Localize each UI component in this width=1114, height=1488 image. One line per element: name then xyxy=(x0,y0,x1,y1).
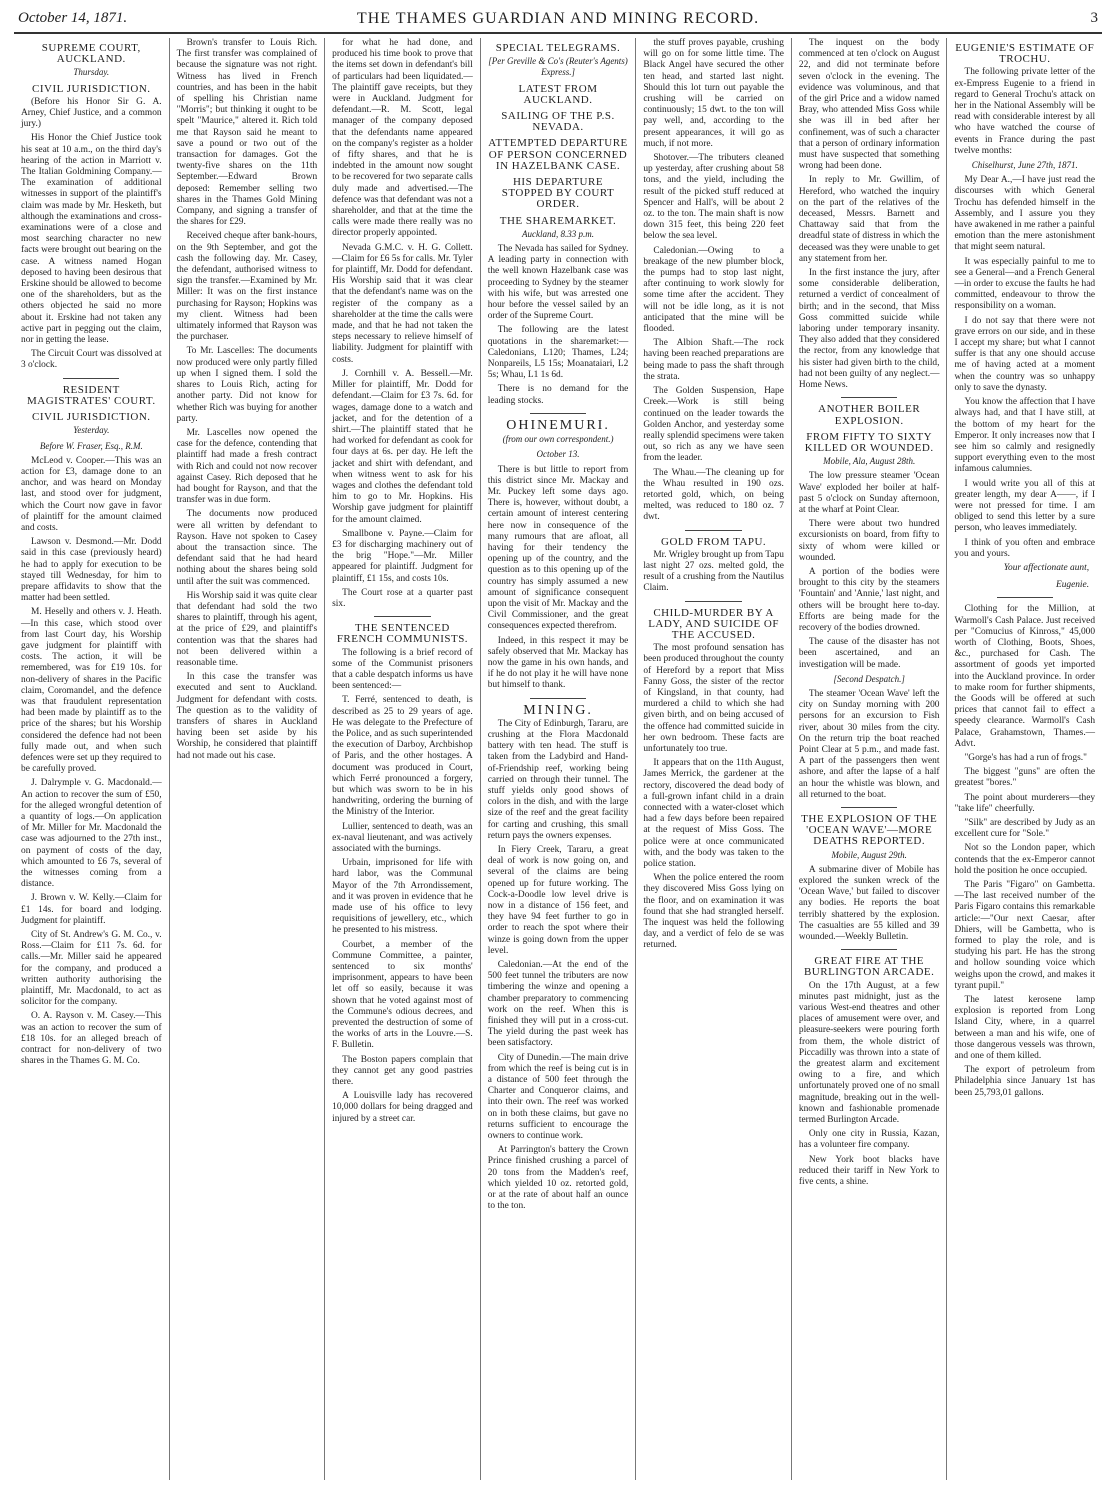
column-4 xyxy=(481,38,637,1480)
headline: RESIDENT MAGISTRATES' COURT. xyxy=(27,383,156,407)
paragraph: J. Brown v. W. Kelly.—Claim for £1 14s. for board and lodging. Judgment for plaintiff. xyxy=(21,893,162,926)
divider xyxy=(374,616,430,617)
paragraph: The export of petroleum from Philadelphia since January 1st has been 25,793,01 gallons. xyxy=(954,1065,1096,1098)
paragraph: Nevada G.M.C. v. H. G. Collett.—Claim for £6 5s for calls. Mr. Tyler for plaintiff, Mr. Dodd for defendant. His Worship said that it was clear that the defendant's name was on the register of the company as a shareholder at the time the calls were made, and that he had not taken the steps necessary to relieve himself of liability. Judgment for plaintiff with costs. xyxy=(332,242,473,365)
paragraph: City of Dunedin.—The main drive from which the reef is being cut is in a distance of 500 feet through the Charter and Conqueror claims, and into their own. The reef was worked on in both these claims, but gave no returns sufficient to encourage the owners to continue work. xyxy=(487,1052,629,1142)
paragraph: There is no demand for the leading stocks. xyxy=(487,384,629,406)
paragraph: J. Cornhill v. A. Bessell.—Mr. Miller for plaintiff, Mr. Dodd for defendant.—Claim for £3 7s. 6d. for wages, damage done to a watch and jacket, and for the detention of a shirt.—The plaintiff stated that he had worked for defendant as cook for four days at 6s. per day. He left the jacket and shirt with defendant, and when witness went to ask for his wages and clothes the defendant told him to go to Mr. Hopkins. His Worship gave judgment for plaintiff for the amount claimed. xyxy=(332,368,473,525)
headline: ANOTHER BOILER EXPLOSION. xyxy=(818,403,921,427)
paragraph: The City of Edinburgh, Tararu, are crushing at the Flora Macdonald battery with ten head. The stuff is taken from the Ladybird and Hand-of-Friendship reef, working being carried on through their tunnel. The stuff yields only good shows of colors in the dish, and with the large size of the reef and the great facility for carting and crushing, this small return pays the owners expenses. xyxy=(487,718,629,841)
paragraph: the stuff proves payable, crushing will go on for some little time. The Black Angel have secured the other ten head, and started last night. Should this lot turn out payable the crushing will be carried on continuously; 15 dwt. to the ton will pay well, and, according to the present appearances, it will go as much, if not more. xyxy=(643,38,784,149)
paragraph: In reply to Mr. Gwillim, of Hereford, who watched the inquiry on the part of the relatives of the deceased, Messrs. Barnett and Chattaway said that from the dreadful state of distress in which the deceased was they were unable to get any statement from her. xyxy=(798,175,940,264)
paragraph: His Worship said it was quite clear that defendant had sold the two shares to plaintiff, through his agent, at the price of £29, and plaintiff's contention was that the shares had not been delivered within a reasonable time. xyxy=(176,590,318,668)
headline: FROM FIFTY TO SIXTY KILLED OR WOUNDED. xyxy=(804,430,934,454)
paragraph: You know the affection that I have always had, and that I have still, at the bottom of my heart for the Emperor. It only increases now that I see him so calmly and resignedly support everything even to the most infamous calumnies. xyxy=(954,397,1096,475)
paragraph: Clothing for the Million, at Warmoll's Cash Palace. Just received per "Comucius of Kinross," 45,000 worth of Clothing, Boots, Shoes, &c., purchased for Cash. The assortment of goods yet imported into the Auckland province. In order to make room for further shipments, the Goods will be offered at such prices that cannot fail to effect a speedy clearance. Warmoll's Cash Palace, Grahamstown, Thames.—Advt. xyxy=(954,604,1096,749)
headline: CHILD-MURDER BY A LADY, AND SUICIDE OF THE ACCUSED. xyxy=(648,606,779,641)
paragraph: The cause of the disaster has not been ascertained, and an investigation will be made. xyxy=(798,637,940,670)
paragraph: Smallbone v. Payne.—Claim for £3 for discharging machinery out of the brig "Hope."—Mr. Miller appeared for plaintiff. Judgment for plaintiff, £1 15s, and costs 10s. xyxy=(332,528,473,584)
divider xyxy=(997,597,1053,598)
paragraph: Mr. Wrigley brought up from Tapu last night 27 ozs. melted gold, the result of a crushing from the Nautilus Claim. xyxy=(643,549,784,594)
paragraph: J. Dalrymple v. G. Macdonald.—An action to recover the sum of £50, for the alleged wrongful detention of a quantity of logs.—On application of Mr. Miller for Mr. Macdonald the case was adjourned to the 27th inst., on payment of costs of the day, which amounted to £6 7s, several of the witnesses coming from a distance. xyxy=(21,778,162,890)
column-2 xyxy=(170,38,326,1480)
paragraph: The documents now produced were all written by defendant to Rayson. Have not spoken to Casey about the transaction since. The defendant said that he had heard nothing about the shares being sold until after the suit was commenced. xyxy=(176,509,318,587)
divider xyxy=(63,378,119,379)
paragraph: In Fiery Creek, Tararu, a great deal of work is now going on, and several of the claims are being opened up for future working. The Cock-a-Doodle low level drive is now in a distance of 156 feet, and they have 94 feet further to go in order to reach the spot where their winze is going down from the upper level. xyxy=(487,845,629,956)
headline: ATTEMPTED DEPARTURE OF PERSON CONCERNED IN HAZELBANK CASE. xyxy=(488,137,628,172)
paragraph: I think of you often and embrace you and yours. xyxy=(954,537,1096,559)
signature-name: Eugenie. xyxy=(1055,580,1090,591)
paragraph: The biggest "guns" are often the greatest "bores." xyxy=(954,767,1096,789)
paragraph: The Albion Shaft.—The rock having been reached preparations are being made to pass the shaft through the strata. xyxy=(643,338,784,382)
column-7 xyxy=(947,38,1102,1480)
paragraph: The Golden Suspension, Hape Creek.—Work is still being continued on the leader towards the Golden Anchor, and yesterday some really splendid specimens were taken out, so rich as any we have seen from the leader. xyxy=(643,386,784,464)
paragraph: The following are the latest quotations in the sharemarket:—Caledonians, L120; Thames, L24; Nonpareils, L5 15s; Moanataiari, L2 5s; Whau, L1 1s 6d. xyxy=(487,325,629,381)
paragraph: The Boston papers complain that they cannot get any good pastries there. xyxy=(332,1054,473,1088)
paragraph: When the police entered the room they discovered Miss Goss lying on the floor, and on examination it was found that she had strangled herself. The inquest was held the following day, and a verdict of felo de se was returned. xyxy=(643,873,784,951)
paragraph: The steamer 'Ocean Wave' left the city on Sunday morning with 200 persons for an excursion to Fish river, about 30 miles from the city. On the return trip the boat reached Point Clear at 5 p.m., and made fast. A part of the passengers then went ashore, and after the lapse of a half an hour the whistle was blown, and all returned to the boat. xyxy=(798,688,940,800)
paragraph: M. Heselly and others v. J. Heath.—In this case, which stood over from last Court day, his Worship gave judgment for plaintiff with costs. The action, it will be remembered, was for £19 10s. for non-delivery of shares in the Pacific claim, Coromandel, and the defence was that fraudulent representation had been made by plaintiff as to the price of the shares; but his Worship considered the defence had not been fully made out, and when such defences were set up they required to be carefully proved. xyxy=(21,607,162,775)
paragraph: Brown's transfer to Louis Rich. The first transfer was complained of because the signature was not right. Witness has lived in French countries, and has been in the habit of spelling his Christian name "Morris"; but thinking it ought to be spelt "Maurice," altered it. Rich told me that Rayson said he meant to save a pound or two out of the transaction for damages. Got the twenty-five shares on the 11th September.—Edward Brown deposed: Remember selling two shares in the Thames Gold Mining Company, and signing a transfer of the shares for £29. xyxy=(176,38,318,228)
paragraph: His Honor the Chief Justice took his seat at 10 a.m., on the third day's hearing of the action in Marriott v. The Italian Goldmining Company.—The examination of additional witnesses in support of the plaintiff's claim was made by Mr. Hesketh, but although the examinations and cross-examinations were of a close and most searching character no new facts were brought out bearing on the case. A witness named Hogan deposed to having been desirous that Erskine should be allowed to become one of the shareholders, but as the others objected he said no more about it. Erskine had not taken any active part in pegging out the claim, nor in getting the lease. xyxy=(21,133,162,346)
paragraph: for what he had done, and produced his time book to prove that the items set down in defendant's bill of particulars had been liquidated.—The plaintiff gave receipts, but they were in Auckland. Judgment for defendant.—R. M. Scott, legal manager of the company deposed that the defendants name appeared on the company's register as a holder of fifty shares, and that he is indebted in the amount now sought to be recovered for two separate calls duly made and advertised.—The defence was that defendant was not a shareholder, and that at the time the calls were made there really was no director properly appointed. xyxy=(332,38,473,239)
paragraph: City of St. Andrew's G. M. Co., v. Ross.—Claim for £11 7s. 6d. for calls.—Mr. Miller said he appeared for the company, and produced a written authority authorising the plaintiff, Mr. Macdonald, to act as solicitor for the company. xyxy=(21,930,162,1008)
paragraph: I would write you all of this at greater length, my dear A——, if I were not pressed for time. I am obliged to send this letter by a sure person, who leaves immediately. xyxy=(954,478,1096,534)
paragraph: Urbain, imprisoned for life with hard labor, was the Communal Mayor of the 7th Arrondissement, and it was proven in evidence that he made use of his office to levy requisitions of jewellery, etc., which he presented to his mistress. xyxy=(332,858,473,936)
headline: THE SHAREMARKET. xyxy=(499,214,617,227)
divider xyxy=(685,530,741,531)
column-1 xyxy=(14,38,170,1480)
paragraph: Lawson v. Desmond.—Mr. Dodd said in this case (previously heard) he had to apply for execution to be stayed till Wednesday, for him to prepare affidavits to show that the matter had been settled. xyxy=(21,537,162,604)
paragraph: New York boot blacks have reduced their tariff in New York to five cents, a shine. xyxy=(798,1154,940,1188)
divider xyxy=(841,807,897,808)
headline: THE EXPLOSION OF THE 'OCEAN WAVE'—MORE DEATHS REPORTED. xyxy=(801,813,938,848)
divider xyxy=(841,397,897,398)
paragraph: It appears that on the 11th August, James Merrick, the gardener at the rectory, discovered the dead body of a full-grown infant child in a drain connected with a water-closet which had a few days before been repaired at the request of Miss Goss. The police were at once communicated with, and the body was taken to the police station. xyxy=(643,758,784,870)
paper-title: THE THAMES GUARDIAN AND MINING RECORD. xyxy=(356,10,760,27)
columns xyxy=(14,38,1102,1480)
paragraph: I do not say that there were not grave errors on our side, and in these I accept my share; but what I cannot suffer is that any one should accuse me of having acted at a moment when the country was so unhappy only to save the dynasty. xyxy=(954,315,1096,393)
headline: MINING. xyxy=(523,702,593,718)
headline: OHINEMURI. xyxy=(506,417,610,433)
paragraph: My Dear A.,—I have just read the discourses with which General Trochu has defended himself in the Assembly, and I assure you they have awakened in me rather a painful emotion than the mere astonishment that might seem natural. xyxy=(954,175,1096,253)
paragraph: A Louisville lady has recovered 10,000 dollars for being dragged and injured by a street car. xyxy=(332,1091,473,1124)
divider xyxy=(841,949,897,950)
dateline: Auckland, 8.33 p.m. xyxy=(522,228,595,239)
headline: GOLD FROM TAPU. xyxy=(661,535,767,548)
paragraph: On the 17th August, at a few minutes past midnight, just as the various West-end theatres and other places of amusement were over, and pleasure-seekers were pouring forth from them, the whole district of Piccadilly was thrown into a state of the greatest alarm and excitement owing to a fire, and which unfortunately proved one of no small magnitude, breaking out in the well-known and fashionable promenade termed Burlington Arcade. xyxy=(798,980,940,1126)
dateline: October 13. xyxy=(536,449,580,460)
subheading: Thursday. xyxy=(73,67,110,78)
paragraph: The Court rose at a quarter past six. xyxy=(332,587,473,609)
paragraph: Mr. Lascelles now opened the case for the defence, contending that plaintiff had made a fresh contract with Rich and could not now recover against Casey. Rich deposed that he had bought for Rayson, and that the transfer was in due form. xyxy=(176,427,318,506)
dateline: Chiselhurst, June 27th, 1871. xyxy=(971,160,1078,171)
paragraph: It was especially painful to me to see a General—and a French General—in order to excuse the faults he had committed, endeavour to throw the responsibility on a woman. xyxy=(954,256,1096,312)
paragraph: O. A. Rayson v. M. Casey.—This was an action to recover the sum of £18 10s. for an alleged breach of contract for non-delivery of two shares in the Thames G. M. Co. xyxy=(21,1011,162,1067)
paragraph: Courbet, a member of the Commune Committee, a painter, sentenced to six months' imprisonment, appears to have been let off so easily, because it was shown that he voted against most of the Commune's odious decrees, and prevented the destruction of some of the works of arts in the Louvre.—S. F. Bulletin. xyxy=(332,939,473,1051)
paragraph: T. Ferré, sentenced to death, is described as 25 to 29 years of age. He was delegate to the Prefecture of the Police, and as such superintended the execution of Darboy, Archbishop of Paris, and the other hostages. A document was produced in Court, which Ferré pronounced a forgery, but which was sworn to be in his handwriting, ordering the burning of the Ministry of the Interior. xyxy=(332,695,473,818)
signature-closing: Your affectionate aunt, xyxy=(1003,562,1090,573)
paragraph: (Before his Honor Sir G. A. Arney, Chief Justice, and a common jury.) xyxy=(21,96,162,130)
paragraph: At Parrington's battery the Crown Prince finished crushing a parcel of 20 tons from the Madden's reef, which yielded 10 oz. retorted gold, or at the rate of about half an ounce to the ton. xyxy=(487,1145,629,1212)
dateline: Mobile, August 29th. xyxy=(831,849,907,860)
headline: THE SENTENCED FRENCH COMMUNISTS. xyxy=(336,622,469,646)
paragraph: To Mr. Lascelles: The documents now produced were only partly filled up when I signed them. I sold the shares to Louis Rich, acting for another party. Did not know for whether Rich was buying for another party. xyxy=(176,346,318,424)
paragraph: "Silk" are described by Judy as an excellent cure for "Sole." xyxy=(954,818,1096,840)
subheading: [Second Despatch.] xyxy=(833,673,905,684)
headline: LATEST FROM AUCKLAND. xyxy=(518,82,598,106)
paragraph: The low pressure steamer 'Ocean Wave' exploded her boiler at half-past 5 o'clock on Sunday afternoon, at the wharf at Point Clear. xyxy=(798,471,940,515)
paragraph: The Whau.—The cleaning up for the Whau resulted in 190 ozs. retorted gold, which, on being melted, was reduced to 180 oz. 7 dwt. xyxy=(643,467,784,523)
headline: EUGENIE'S ESTIMATE OF TROCHU. xyxy=(955,42,1095,66)
subheading: Before W. Fraser, Esq., R.M. xyxy=(39,440,143,451)
column-3 xyxy=(325,38,481,1480)
column-6 xyxy=(792,38,948,1480)
paragraph: Shotover.—The tributers cleaned up yesterday, after crushing about 58 tons, and the yield, including the result of the picked stuff reduced at Spencer and Hall's, will be about 2 oz. to the ton. The main shaft is now down 315 feet, this being 220 feet below the sea level. xyxy=(643,153,784,242)
paragraph: The inquest on the body commenced at ten o'clock on August 22, and did not terminate before seven o'clock in the evening. The evidence was voluminous, and that of the girl Price and a widow named Bray, who attended Miss Goss while she was ill in bed after her confinement, was of such a character that a person of ordinary information must have suspected that something wrong had been done. xyxy=(798,38,940,172)
paragraph: Caledonian.—Owing to a breakage of the new plumber block, the pumps had to stop last night, after continuing to work slowly for some time after the accident. They will not be idle long, as it is not anticipated that the mine will be flooded. xyxy=(643,245,784,335)
paragraph: Only one city in Russia, Kazan, has a volunteer fire company. xyxy=(798,1129,940,1151)
column-5 xyxy=(636,38,792,1480)
headline: SUPREME COURT, AUCKLAND. xyxy=(41,42,141,66)
paragraph: Received cheque after bank-hours, on the 9th September, and got the cash the following day. Mr. Casey, the defendant, authorised witness to sign the transfer.—Examined by Mr. Miller: It was on the first instance purchasing for Rayson; Hopkins was my client. Witness had been ultimately informed that Rayson was the purchaser. xyxy=(176,231,318,343)
paragraph: Lullier, sentenced to death, was an ex-naval lieutenant, and was actively associated with the burnings. xyxy=(332,821,473,855)
headline: SAILING OF THE P.S. NEVADA. xyxy=(501,110,615,134)
subheading: [Per Greville & Co's (Reuter's Agents) Express.] xyxy=(488,56,628,78)
paragraph: There is but little to report from this district since Mr. Mackay and Mr. Puckey left some days ago. There is, however, without doubt, a certain amount of interest centering here now in consequence of the many rumours that are afloat, all having for their tendency the opening up of the country, and the question as to this opening up of the country has simply assumed a new amount of significance consequent upon the visit of Mr. Mackay and the Civil Commissioner, and the great consequences expected therefrom. xyxy=(487,464,629,632)
headline: GREAT FIRE AT THE BURLINGTON ARCADE. xyxy=(803,955,935,979)
divider xyxy=(685,601,741,602)
paragraph: Caledonian.—At the end of the 500 feet tunnel the tributers are now timbering the winze and opening a chamber preparatory to commencing work on the reef. When this is finished they will put in a cross-cut. The yield during the past week has been satisfactory. xyxy=(487,960,629,1049)
paragraph: Not so the London paper, which contends that the ex-Emperor cannot hold the position he once occupied. xyxy=(954,843,1096,876)
headline: CIVIL JURISDICTION. xyxy=(32,411,151,424)
divider xyxy=(530,413,586,414)
paragraph: In this case the transfer was executed and sent to Auckland. Judgment for defendant with costs. The question as to the validity of transfers of shares in Auckland having been set aside by his Worship, he considered that plaintiff had not made out his case. xyxy=(176,672,318,761)
paragraph: The point about murderers—they "take life" cheerfully. xyxy=(954,792,1096,814)
paragraph: There were about two hundred excursionists on board, from fifty to sixty of whom were killed or wounded. xyxy=(798,519,940,563)
paragraph: The following private letter of the ex-Empress Eugenie to a friend in regard to General Trochu's attack on her in the National Assembly will be read with considerable interest by all who have watched the course of events in France during the past twelve months: xyxy=(954,67,1096,156)
newspaper-page xyxy=(14,8,1102,1480)
headline: SPECIAL TELEGRAMS. xyxy=(495,42,621,54)
dateline: Mobile, Ala, August 28th. xyxy=(823,456,916,467)
paragraph: The Nevada has sailed for Sydney. A leading party in connection with the well known Hazelbank case was proceeding to Sydney by the steamer with his wife, but was arrested one hour before the vessel sailed by an order of the Supreme Court. xyxy=(487,244,629,322)
subheading: (from our own correspondent.) xyxy=(502,434,614,445)
paragraph: The following is a brief record of some of the Communist prisoners that a cable despatch informs us have been sentenced:— xyxy=(332,647,473,692)
divider xyxy=(530,698,586,699)
paragraph: "Gorge's has had a run of frogs." xyxy=(964,752,1087,763)
issue-date: October 14, 1871. xyxy=(18,10,128,26)
paragraph: Indeed, in this respect it may be safely observed that Mr. Mackay has now the game in his own hands, and if he do not play it he will have none but himself to thank. xyxy=(487,635,629,691)
paragraph: In the first instance the jury, after some considerable deliberation, returned a verdict of concealment of birth; and in the second, that Miss Goss committed suicide while laboring under temporary insanity. They also added that they considered the rector, from any knowledge that his sister had given birth to the child, had not been guilty of any neglect.—Home News. xyxy=(798,268,940,391)
paragraph: The Circuit Court was dissolved at 3 o'clock. xyxy=(21,349,162,371)
masthead xyxy=(14,8,1102,34)
headline: CIVIL JURISDICTION. xyxy=(32,82,151,95)
paragraph: A portion of the bodies were brought to this city by the steamers 'Fountain' and 'Annie,' last night, and others will be brought here to-day. Efforts are being made for the recovery of the bodies drowned. xyxy=(798,566,940,633)
paragraph: McLeod v. Cooper.—This was an action for £3, damage done to an anchor, and was heard on Monday last, and stood over for judgment, which the Court now gave in favor of plaintiff for the amount claimed and costs. xyxy=(21,455,162,533)
paragraph: The Paris "Figaro" on Gambetta.—The last received number of the Paris Figaro contains this remarkable article:—"Our next Caesar, after Dhiers, will be Gambetta, who is formed to play the role, and is studying his part. He has the strong and hollow sounding voice which weighs upon the crowd, and makes it tyrant pupil." xyxy=(954,880,1096,991)
paragraph: The latest kerosene lamp explosion is reported from Long Island City, where, in a quarrel between a man and his wife, one of those dangerous vessels was thrown, and one of them killed. xyxy=(954,995,1096,1062)
headline: HIS DEPARTURE STOPPED BY COURT ORDER. xyxy=(501,176,615,211)
page-number: 3 xyxy=(1090,10,1098,26)
paragraph: The most profound sensation has been produced throughout the county of Hereford by a report that Miss Fanny Goss, the sister of the rector of Kingsland, in that county, had murdered a child to which she had given birth, and on being accused of the offence had committed suicide in her own bedroom. These facts are unfortunately too true. xyxy=(643,643,784,754)
subheading: Yesterday. xyxy=(73,425,110,436)
paragraph: A submarine diver of Mobile has explored the sunken wreck of the 'Ocean Wave,' but failed to discover any bodies. He reports the boat terribly shattered by the explosion. The casualties are 55 killed and 39 wounded.—Weekly Bulletin. xyxy=(798,864,940,943)
